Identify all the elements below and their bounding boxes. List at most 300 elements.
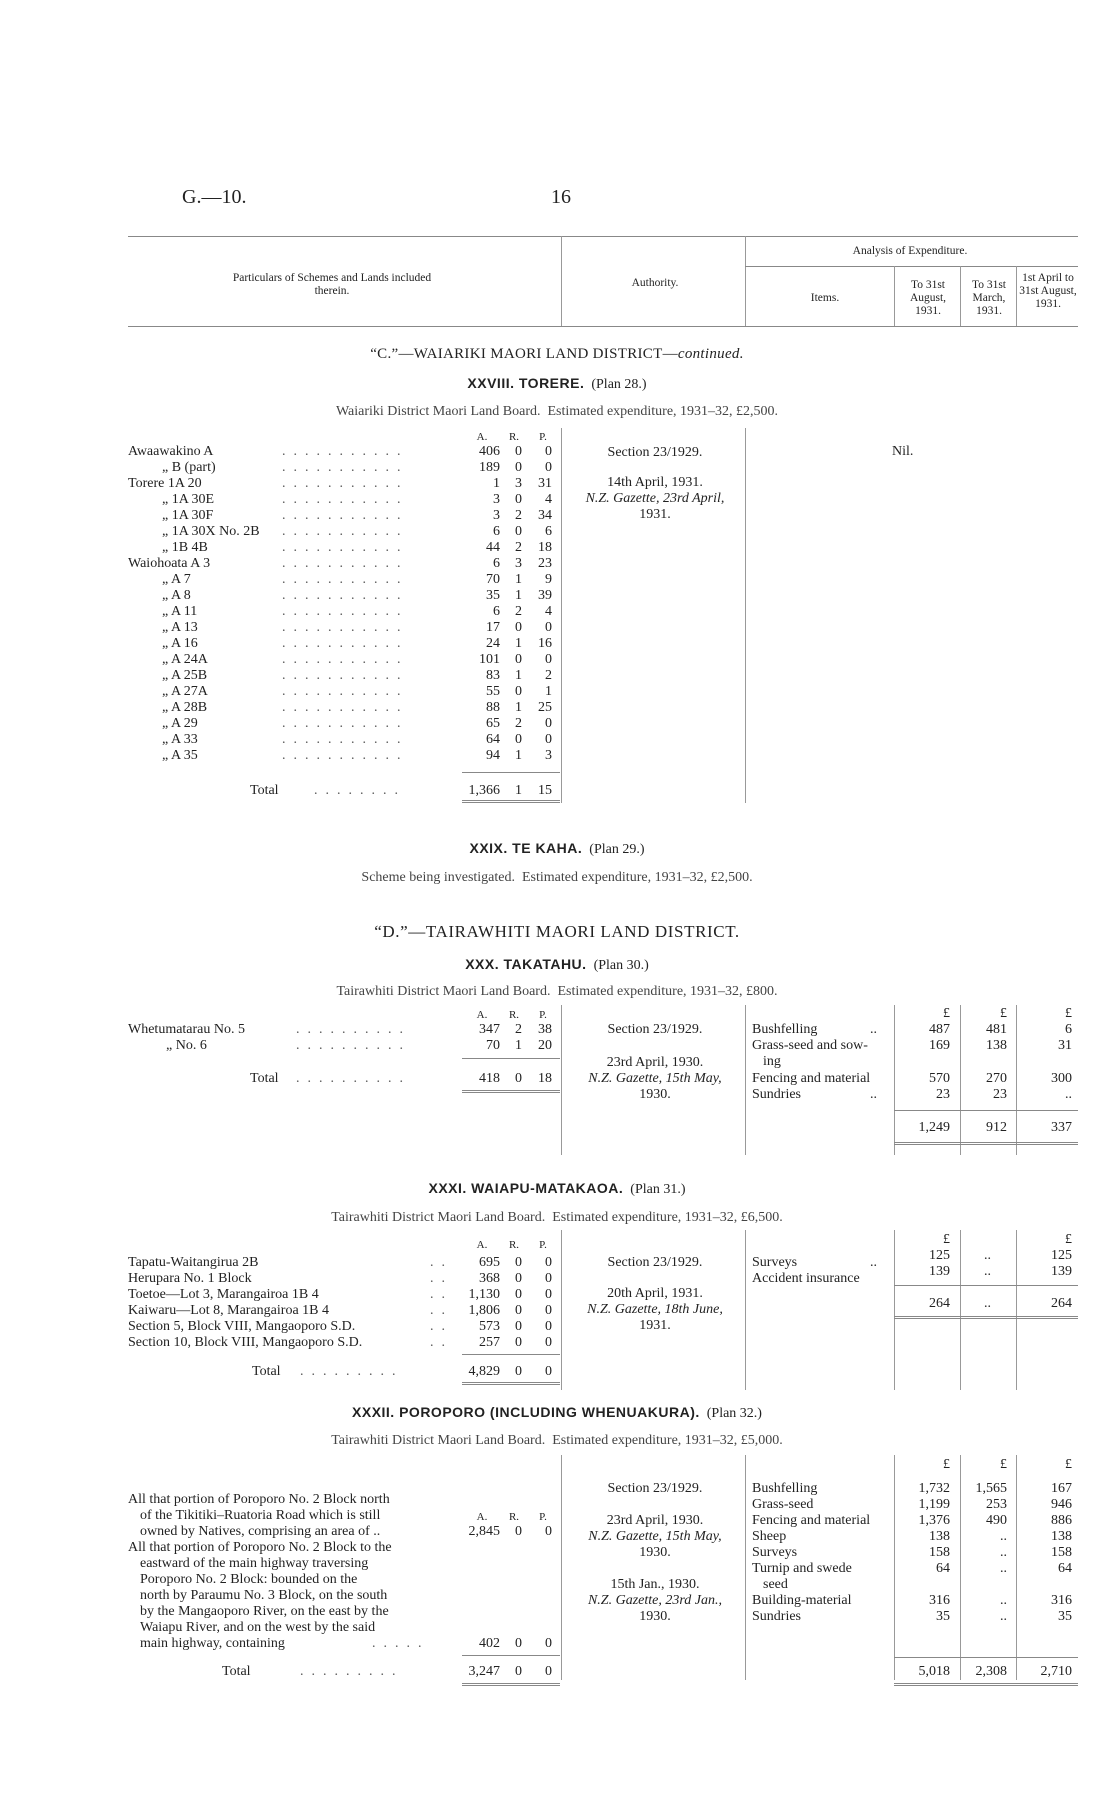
expenditure-apr-aug: 35	[1058, 1609, 1072, 1624]
land-name: Torere 1A 20	[128, 476, 202, 491]
section-32-desc-line: eastward of the main highway traversing	[140, 1556, 369, 1571]
land-acres: 83	[486, 668, 500, 683]
expenditure-apr-aug: ..	[1065, 1087, 1072, 1102]
section-28-divider	[561, 428, 562, 803]
land-name: Herupara No. 1 Block	[128, 1271, 252, 1286]
land-acres: 24	[486, 636, 500, 651]
expenditure-total-to-aug: 264	[929, 1296, 950, 1311]
section-28-unit-a: A.	[476, 431, 488, 443]
section-29-title: XXIX. TE KAHA.	[469, 840, 583, 856]
expenditure-item: Sheep	[752, 1529, 787, 1544]
section-28-title: XXVIII. TORERE.	[467, 375, 585, 391]
land-acres: 1,130	[468, 1287, 500, 1302]
expenditure-apr-aug: 946	[1051, 1497, 1072, 1512]
land-perches: 25	[538, 700, 552, 715]
land-name: „ A 24A	[162, 652, 208, 667]
expenditure-apr-aug: 138	[1051, 1529, 1072, 1544]
land-perches: 3	[545, 748, 552, 763]
leader-dots: ..	[430, 1271, 453, 1286]
land-perches: 0	[545, 620, 552, 635]
land-acres: 88	[486, 700, 500, 715]
land-name: „ No. 6	[166, 1038, 207, 1053]
land-roods: 0	[515, 1287, 522, 1302]
expenditure-to-aug: 125	[929, 1248, 950, 1263]
expenditure-to-aug: 1,199	[918, 1497, 950, 1512]
expenditure-to-aug: 169	[929, 1038, 950, 1053]
expenditure-total-to-mar: 2,308	[975, 1664, 1007, 1679]
leader-dots: ...........	[282, 444, 409, 459]
land-perches: 16	[538, 636, 552, 651]
land-perches: 0	[545, 1335, 552, 1350]
section-32-board: Tairawhiti District Maori Land Board.	[331, 1433, 546, 1448]
land-name: „ A 28B	[162, 700, 208, 715]
header-col2: To 31st March, 1931.	[971, 279, 1007, 317]
expenditure-item: Grass-seed and sow-	[752, 1038, 868, 1053]
land-name: Kaiwaru—Lot 8, Marangairoa 1B 4	[128, 1303, 329, 1318]
expenditure-item: Fencing and material	[752, 1071, 871, 1086]
land-roods: 1	[515, 636, 522, 651]
section-31-divider	[894, 1230, 895, 1390]
expenditure-apr-aug: 6	[1065, 1022, 1072, 1037]
expenditure-apr-aug: 886	[1051, 1513, 1072, 1528]
section-28-subheading	[200, 404, 914, 420]
land-perches: 4	[545, 492, 552, 507]
land-perches: 23	[538, 556, 552, 571]
expenditure-total-apr-aug: 264	[1051, 1296, 1072, 1311]
leader-dots: ...........	[282, 540, 409, 555]
expenditure-total-to-aug: 5,018	[918, 1664, 950, 1679]
land-roods: 1	[515, 1038, 522, 1053]
leader-dots: ...........	[282, 524, 409, 539]
section-30-total-label: Total	[250, 1071, 279, 1086]
land-acres: 189	[479, 460, 500, 475]
leader-dots: ...........	[282, 508, 409, 523]
district-d-heading: “D.”—TAIRAWHITI MAORI LAND DISTRICT.	[374, 922, 740, 941]
expenditure-apr-aug: 125	[1051, 1248, 1072, 1263]
section-32-title: XXXII. POROPORO (INCLUDING WHENUAKURA).	[352, 1404, 700, 1420]
land-name: „ A 11	[162, 604, 198, 619]
land-roods: 0	[515, 492, 522, 507]
section-31-total-a: 4,829	[468, 1364, 500, 1379]
district-c-continued: continued.	[677, 346, 744, 362]
land-roods: 2	[515, 1022, 522, 1037]
expenditure-to-aug: 158	[929, 1545, 950, 1560]
header-authority: Authority.	[631, 277, 679, 289]
district-c-title: “C.”—WAIARIKI MAORI LAND DISTRICT—	[370, 346, 678, 362]
header-analysis: Analysis of Expenditure.	[852, 245, 968, 257]
expenditure-to-mar: 138	[986, 1038, 1007, 1053]
land-perches: 31	[538, 476, 552, 491]
section-30-divider	[745, 1005, 746, 1155]
land-acres: 1,806	[468, 1303, 500, 1318]
leader-dots: ..	[430, 1255, 453, 1270]
expenditure-to-aug: 316	[929, 1593, 950, 1608]
section-31-total-double-rule	[462, 1382, 560, 1385]
pound-sign: £	[1065, 1457, 1072, 1472]
section-28-items-nil: Nil.	[892, 444, 914, 459]
land-roods: 0	[515, 684, 522, 699]
leader-dots: ...........	[282, 620, 409, 635]
section-28-board: Waiariki District Maori Land Board.	[335, 404, 541, 419]
land-acres: 3	[493, 508, 500, 523]
section-32-total-double-rule	[462, 1683, 560, 1686]
section-31-unit-a: A.	[476, 1239, 488, 1251]
expenditure-apr-aug: 316	[1051, 1593, 1072, 1608]
land-roods: 1	[515, 748, 522, 763]
pound-sign: £	[943, 1457, 950, 1472]
land-roods: 1	[515, 588, 522, 603]
leader-dots: ...........	[282, 476, 409, 491]
section-31-board: Tairawhiti District Maori Land Board.	[331, 1210, 546, 1225]
land-perches: 0	[545, 460, 552, 475]
section-32-estimate: Estimated expenditure, 1931–32, £5,000.	[552, 1433, 783, 1448]
land-perches: 4	[545, 604, 552, 619]
section-31-total-p: 0	[545, 1364, 552, 1379]
land-roods: 0	[515, 620, 522, 635]
pound-sign: £	[943, 1232, 950, 1247]
expenditure-to-mar: ..	[1000, 1593, 1007, 1608]
page-reference: G.—10.	[182, 186, 247, 208]
land-name: „ 1A 30E	[162, 492, 215, 507]
pound-sign: £	[1000, 1006, 1007, 1021]
expenditure-total-apr-aug: 337	[1051, 1120, 1072, 1135]
land-perches: 0	[545, 1524, 552, 1539]
land-perches: 9	[545, 572, 552, 587]
leader-dots: ...........	[282, 556, 409, 571]
header-divider	[960, 266, 961, 326]
leader-dots: ...........	[282, 700, 409, 715]
leader-dots: ..	[430, 1335, 453, 1350]
expenditure-to-aug: 487	[929, 1022, 950, 1037]
section-28-total-a: 1,366	[468, 783, 500, 798]
pound-sign: £	[1065, 1232, 1072, 1247]
expenditure-item-cont: seed	[763, 1577, 788, 1592]
land-acres: 6	[493, 604, 500, 619]
section-32-items-total-double-rule	[894, 1683, 1078, 1686]
expenditure-item-cont: ing	[763, 1054, 781, 1069]
section-32-desc-line: north by Paraumu No. 3 Block, on the south	[140, 1588, 388, 1603]
section-32-items-total-rule	[894, 1657, 1078, 1658]
section-32-desc-line: Poroporo No. 2 Block: bounded on the	[140, 1572, 358, 1587]
land-perches: 0	[545, 652, 552, 667]
section-30-divider	[894, 1005, 895, 1155]
section-29-heading	[200, 840, 914, 858]
pound-sign: £	[943, 1006, 950, 1021]
section-31-subheading	[200, 1210, 914, 1226]
land-acres: 1	[493, 476, 500, 491]
land-perches: 0	[545, 1255, 552, 1270]
land-roods: 0	[515, 732, 522, 747]
expenditure-to-mar: ..	[984, 1264, 991, 1279]
land-name: „ A 33	[162, 732, 198, 747]
land-acres: 65	[486, 716, 500, 731]
land-name: „ 1B 4B	[162, 540, 208, 555]
land-name: „ A 27A	[162, 684, 208, 699]
expenditure-to-aug: 64	[936, 1561, 950, 1576]
section-32-authority-date: 23rd April, 1930.	[606, 1513, 704, 1528]
leader-dots: ...........	[282, 668, 409, 683]
section-28-unit-p: P.	[539, 431, 547, 443]
expenditure-apr-aug: 300	[1051, 1071, 1072, 1086]
header-divider	[894, 266, 895, 326]
section-30-total-rule	[462, 1058, 560, 1059]
land-roods: 0	[515, 460, 522, 475]
land-perches: 20	[538, 1038, 552, 1053]
section-28-authority-gazette: N.Z. Gazette, 23rd April,	[585, 491, 725, 506]
section-32-desc-line: Waiapu River, and on the west by the said	[140, 1620, 376, 1635]
expenditure-apr-aug: 31	[1058, 1038, 1072, 1053]
section-32-desc-line: main highway, containing	[140, 1636, 285, 1651]
section-32-authority-gazette: N.Z. Gazette, 23rd Jan.,	[587, 1593, 723, 1608]
leader-dots: ..........	[296, 1022, 411, 1037]
land-perches: 0	[545, 716, 552, 731]
land-acres: 573	[479, 1319, 500, 1334]
land-name: Whetumatarau No. 5	[128, 1022, 246, 1037]
land-roods: 0	[515, 1255, 522, 1270]
land-roods: 3	[515, 556, 522, 571]
land-acres: 347	[479, 1022, 500, 1037]
land-roods: 0	[515, 1636, 522, 1651]
section-31-divider	[745, 1230, 746, 1390]
section-32-total-rule	[462, 1655, 560, 1656]
section-31-items-total-rule	[894, 1285, 1078, 1286]
section-28-total-rule	[462, 772, 560, 773]
section-28-plan: (Plan 28.)	[591, 377, 647, 392]
section-31-authority-section: Section 23/1929.	[607, 1255, 703, 1270]
section-32-desc-line: of the Tikitiki–Ruatoria Road which is still	[140, 1508, 381, 1523]
land-roods: 1	[515, 668, 522, 683]
section-30-authority-year: 1930.	[639, 1087, 671, 1102]
header-divider	[1016, 266, 1017, 326]
land-name: „ B (part)	[162, 460, 216, 475]
section-32-unit-a: A.	[476, 1511, 488, 1523]
land-roods: 0	[515, 1303, 522, 1318]
leader-dots: ..........	[296, 1038, 411, 1053]
section-32-total-r: 0	[515, 1664, 522, 1679]
land-name: „ 1A 30X No. 2B	[162, 524, 260, 539]
section-32-desc-line: owned by Natives, comprising an area of ..	[140, 1524, 381, 1539]
leader-dots: ..	[870, 1255, 877, 1270]
header-divider	[745, 236, 746, 326]
section-30-divider	[561, 1005, 562, 1155]
expenditure-to-mar: ..	[1000, 1561, 1007, 1576]
expenditure-item: Sundries	[752, 1609, 801, 1624]
land-roods: 0	[515, 444, 522, 459]
leader-dots: ...........	[282, 684, 409, 699]
land-perches: 34	[538, 508, 552, 523]
section-31-estimate: Estimated expenditure, 1931–32, £6,500.	[552, 1210, 783, 1225]
header-particulars: Particulars of Schemes and Lands included therein.	[232, 272, 432, 297]
land-name: Awaawakino A	[128, 444, 214, 459]
leader-dots: ...........	[282, 636, 409, 651]
section-32-unit-r: R.	[508, 1511, 520, 1523]
land-roods: 1	[515, 572, 522, 587]
land-name: Section 5, Block VIII, Mangaoporo S.D.	[128, 1319, 356, 1334]
section-32-authority-section: Section 23/1929.	[607, 1481, 703, 1496]
land-name: „ A 8	[162, 588, 191, 603]
expenditure-item: Grass-seed	[752, 1497, 814, 1512]
section-32-divider	[894, 1455, 895, 1680]
leader-dots: ..	[430, 1287, 453, 1302]
land-perches: 0	[545, 732, 552, 747]
land-perches: 18	[538, 540, 552, 555]
section-30-total-r: 0	[515, 1071, 522, 1086]
land-roods: 1	[515, 700, 522, 715]
section-30-authority-section: Section 23/1929.	[607, 1022, 703, 1037]
section-28-total-double-rule	[462, 800, 560, 803]
expenditure-to-aug: 139	[929, 1264, 950, 1279]
expenditure-item: Sundries	[752, 1087, 801, 1102]
section-32-heading	[200, 1404, 914, 1422]
section-32-desc-line: All that portion of Poroporo No. 2 Block north	[128, 1492, 390, 1507]
expenditure-total-to-aug: 1,249	[918, 1120, 950, 1135]
land-perches: 0	[545, 1303, 552, 1318]
land-perches: 0	[545, 1319, 552, 1334]
section-32-desc-line: All that portion of Poroporo No. 2 Block to the	[128, 1540, 392, 1555]
leader-dots: .....	[372, 1636, 430, 1651]
land-acres: 6	[493, 524, 500, 539]
pound-sign: £	[1000, 1457, 1007, 1472]
land-roods: 2	[515, 540, 522, 555]
section-29-plan: (Plan 29.)	[589, 842, 645, 857]
section-30-unit-r: R.	[508, 1009, 520, 1021]
section-31-total-rule	[462, 1354, 560, 1355]
land-acres: 55	[486, 684, 500, 699]
leader-dots: ...........	[282, 748, 409, 763]
land-name: Waiohoata A 3	[128, 556, 211, 571]
section-30-divider	[960, 1005, 961, 1155]
header-bottom-rule	[128, 326, 1078, 327]
expenditure-total-apr-aug: 2,710	[1040, 1664, 1072, 1679]
section-30-estimate: Estimated expenditure, 1931–32, £800.	[557, 984, 778, 999]
leader-dots: ...........	[282, 732, 409, 747]
land-perches: 0	[545, 1636, 552, 1651]
district-c-heading	[200, 346, 914, 363]
section-28-authority-date: 14th April, 1931.	[607, 475, 703, 490]
section-30-divider	[1016, 1005, 1017, 1155]
section-31-items-total-double-rule	[894, 1316, 1078, 1319]
land-roods: 3	[515, 476, 522, 491]
land-perches: 39	[538, 588, 552, 603]
section-32-authority-gazette: N.Z. Gazette, 15th May,	[588, 1529, 722, 1544]
expenditure-to-aug: 1,732	[918, 1481, 950, 1496]
section-32-authority-date: 15th Jan., 1930.	[610, 1577, 700, 1592]
leader-dots: ...........	[282, 572, 409, 587]
expenditure-to-mar: 23	[993, 1087, 1007, 1102]
expenditure-apr-aug: 64	[1058, 1561, 1072, 1576]
section-32-plan: (Plan 32.)	[706, 1406, 762, 1421]
section-30-total-p: 18	[538, 1071, 552, 1086]
leader-dots: .........	[300, 1364, 404, 1379]
land-roods: 2	[515, 716, 522, 731]
expenditure-to-mar: ..	[1000, 1529, 1007, 1544]
land-name: „ A 13	[162, 620, 198, 635]
leader-dots: ...........	[282, 492, 409, 507]
land-perches: 6	[545, 524, 552, 539]
expenditure-item: Bushfelling	[752, 1022, 818, 1037]
section-31-divider	[1016, 1230, 1017, 1390]
section-32-divider	[960, 1455, 961, 1680]
expenditure-to-mar: ..	[1000, 1609, 1007, 1624]
section-28-estimate: Estimated expenditure, 1931–32, £2,500.	[547, 404, 779, 419]
leader-dots: ..	[870, 1022, 877, 1037]
land-perches: 0	[545, 444, 552, 459]
expenditure-to-mar: 1,565	[975, 1481, 1007, 1496]
expenditure-total-to-mar: 912	[986, 1120, 1007, 1135]
expenditure-to-mar: 481	[986, 1022, 1007, 1037]
section-32-unit-p: P.	[539, 1511, 547, 1523]
section-28-total-label: Total	[250, 783, 279, 798]
expenditure-item: Surveys	[752, 1255, 798, 1270]
section-28-divider	[745, 428, 746, 803]
section-32-authority-year: 1930.	[639, 1545, 671, 1560]
land-roods: 0	[515, 1524, 522, 1539]
expenditure-to-mar: ..	[984, 1248, 991, 1263]
land-roods: 0	[515, 1319, 522, 1334]
pound-sign: £	[1065, 1006, 1072, 1021]
header-sub-rule	[745, 266, 1078, 267]
leader-dots: ..	[870, 1087, 877, 1102]
leader-dots: ........	[314, 783, 406, 798]
section-31-heading	[200, 1180, 914, 1198]
land-name: „ A 35	[162, 748, 198, 763]
section-31-title: XXXI. WAIAPU-MATAKAOA.	[428, 1180, 624, 1196]
land-roods: 2	[515, 508, 522, 523]
section-30-unit-a: A.	[476, 1009, 488, 1021]
section-31-divider	[561, 1230, 562, 1390]
section-32-total-p: 0	[545, 1664, 552, 1679]
page-number: 16	[551, 186, 571, 208]
section-32-total-a: 3,247	[468, 1664, 500, 1679]
land-acres: 94	[486, 748, 500, 763]
expenditure-item: Bushfelling	[752, 1481, 818, 1496]
land-roods: 2	[515, 604, 522, 619]
land-name: „ A 29	[162, 716, 198, 731]
header-items: Items.	[810, 292, 840, 304]
land-acres: 3	[493, 492, 500, 507]
expenditure-item: Fencing and material	[752, 1513, 871, 1528]
expenditure-to-mar: 490	[986, 1513, 1007, 1528]
leader-dots: ..	[430, 1319, 453, 1334]
section-30-items-total-double-rule	[894, 1142, 1078, 1145]
section-30-authority-date: 23rd April, 1930.	[606, 1055, 704, 1070]
land-acres: 35	[486, 588, 500, 603]
expenditure-to-mar: ..	[1000, 1545, 1007, 1560]
land-roods: 0	[515, 1271, 522, 1286]
leader-dots: .........	[300, 1664, 404, 1679]
land-name: „ A 7	[162, 572, 191, 587]
section-30-total-double-rule	[462, 1090, 560, 1093]
section-31-plan: (Plan 31.)	[630, 1182, 686, 1197]
land-perches: 0	[545, 1271, 552, 1286]
land-roods: 0	[515, 652, 522, 667]
section-31-unit-r: R.	[508, 1239, 520, 1251]
section-30-total-a: 418	[479, 1071, 500, 1086]
land-acres: 402	[479, 1636, 500, 1651]
expenditure-item: Turnip and swede	[752, 1561, 852, 1576]
section-32-total-label: Total	[222, 1664, 251, 1679]
section-31-authority-year: 1931.	[639, 1318, 671, 1333]
header-col3: 1st April to 31st August, 1931.	[1019, 272, 1077, 310]
land-acres: 17	[486, 620, 500, 635]
section-32-desc-line: by the Mangaoporo River, on the east by the	[140, 1604, 389, 1619]
land-acres: 64	[486, 732, 500, 747]
expenditure-item: Building-material	[752, 1593, 852, 1608]
land-name: „ 1A 30F	[162, 508, 214, 523]
section-31-total-r: 0	[515, 1364, 522, 1379]
section-28-unit-r: R.	[508, 431, 520, 443]
section-28-heading	[200, 375, 914, 393]
